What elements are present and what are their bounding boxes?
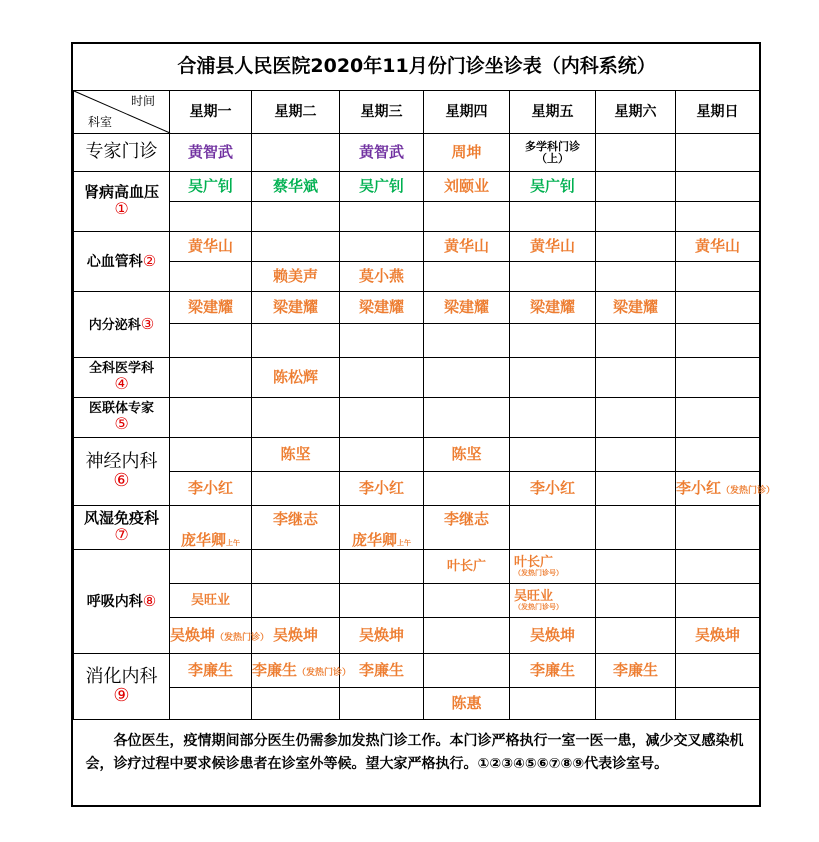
- cell-expert-sun: [676, 134, 760, 172]
- cell-empty: [340, 438, 424, 472]
- page-title: 合浦县人民医院2020年11月份门诊坐诊表（内科系统）: [74, 44, 760, 91]
- cell-empty: [340, 232, 424, 262]
- cell-empty: [340, 688, 424, 720]
- cell-neuro-wed-2: 李小红: [340, 472, 424, 506]
- cell-gastro-mon: 李廉生: [170, 654, 252, 688]
- dept-union: [74, 398, 170, 438]
- cell-endo-thu: 梁建耀: [424, 292, 510, 324]
- resp-fri-doctor-2: 吴旺业: [514, 588, 554, 604]
- room-number-5: ⑤: [114, 413, 129, 433]
- cell-resp-fri-2: [510, 584, 596, 618]
- dept-cardio: [74, 232, 170, 292]
- cell-empty: [596, 232, 676, 262]
- cell-neuro-fri-2: 李小红: [510, 472, 596, 506]
- cell-empty: [340, 550, 424, 584]
- cell-empty: [252, 202, 340, 232]
- cell-empty: [596, 324, 676, 358]
- dept-neuro: [74, 438, 170, 506]
- dept-kidney-label: 肾病高血压: [83, 183, 159, 202]
- fever-number-note: （发热门诊号）: [514, 569, 563, 578]
- cell-empty: [596, 202, 676, 232]
- cell-resp-fri-3: 吴焕坤: [510, 618, 596, 654]
- cell-empty: [170, 262, 252, 292]
- cell-expert-thu: 周坤: [424, 134, 510, 172]
- resp-fri-doctor-1: 叶长广: [514, 554, 554, 570]
- cell-kidney-wed: 吴广钊: [340, 172, 424, 202]
- cell-empty: [596, 472, 676, 506]
- cell-kidney-thu: 刘颐业: [424, 172, 510, 202]
- cell-empty: [596, 688, 676, 720]
- dept-union-label: 医联体专家: [88, 401, 154, 417]
- cell-empty: [252, 324, 340, 358]
- cell-resp-sun-3: 吴焕坤: [676, 618, 760, 654]
- cell-empty: [676, 202, 760, 232]
- day-header-tue: 星期二: [252, 91, 340, 134]
- multi-clinic-line1: 多学科门诊: [525, 139, 580, 153]
- dept-rheum-label: 风湿免疫科: [83, 509, 159, 528]
- cell-empty: [424, 654, 510, 688]
- room-number-8: ⑧: [142, 591, 157, 610]
- cell-kidney-sat: [596, 172, 676, 202]
- cell-general-tue: 陈松辉: [252, 358, 340, 398]
- cell-empty: [676, 550, 760, 584]
- fever-number-note: （发热门诊号）: [514, 603, 563, 612]
- day-header-thu: 星期四: [424, 91, 510, 134]
- dept-gastro-label: 消化内科: [85, 665, 158, 687]
- cell-empty: [252, 232, 340, 262]
- room-number-9: ⑨: [113, 684, 130, 706]
- cell-gastro-thu-2: 陈惠: [424, 688, 510, 720]
- cell-empty: [252, 472, 340, 506]
- cell-empty: [676, 506, 760, 550]
- cell-empty: [424, 358, 510, 398]
- cell-empty: [340, 202, 424, 232]
- corner-dept-label: 科室: [88, 115, 113, 130]
- cell-empty: [424, 618, 510, 654]
- cell-empty: [424, 584, 510, 618]
- cell-resp-mon-2: 吴旺业: [170, 584, 252, 618]
- cell-neuro-sun-2: [676, 472, 776, 506]
- cell-empty: [510, 202, 596, 232]
- cell-empty: [170, 438, 252, 472]
- cell-gastro-fri: 李廉生: [510, 654, 596, 688]
- cell-empty: [170, 688, 252, 720]
- cell-endo-mon: 梁建耀: [170, 292, 252, 324]
- cell-empty: [676, 324, 760, 358]
- cell-empty: [596, 618, 676, 654]
- dept-kidney: [74, 172, 170, 232]
- cell-expert-mon: 黄智武: [170, 134, 252, 172]
- cell-resp-mon-3: [170, 618, 270, 654]
- cell-neuro-tue: 陈坚: [252, 438, 340, 472]
- room-number-7: ⑦: [114, 524, 129, 544]
- fever-clinic-note: （发热门诊）: [215, 632, 270, 643]
- cell-empty: [170, 398, 252, 438]
- day-header-mon: 星期一: [170, 91, 252, 134]
- dept-endo: [74, 292, 170, 358]
- cell-endo-fri: 梁建耀: [510, 292, 596, 324]
- cell-expert-sat: [596, 134, 676, 172]
- room-number-1: ①: [114, 198, 129, 218]
- cell-empty: [170, 324, 252, 358]
- day-header-sat: 星期六: [596, 91, 676, 134]
- cell-empty: [170, 202, 252, 232]
- cell-empty: [510, 438, 596, 472]
- day-header-fri: 星期五: [510, 91, 596, 134]
- cell-rheum-tue: 李继志: [252, 506, 340, 550]
- cell-empty: [510, 324, 596, 358]
- room-number-6: ⑥: [113, 469, 130, 491]
- cell-gastro-tue: [252, 654, 352, 688]
- cell-expert-fri: [510, 134, 596, 172]
- cell-kidney-fri: 吴广钊: [510, 172, 596, 202]
- cell-empty: [170, 550, 252, 584]
- cell-expert-tue: [252, 134, 340, 172]
- cell-empty: [676, 688, 760, 720]
- multi-clinic-line2: （上）: [536, 151, 569, 165]
- cell-empty: [596, 506, 676, 550]
- cell-empty: [676, 292, 760, 324]
- dept-neuro-label: 神经内科: [85, 450, 158, 472]
- cell-empty: [596, 438, 676, 472]
- cell-rheum-thu: 李继志: [424, 506, 510, 550]
- cell-cardio-thu: 黄华山: [424, 232, 510, 262]
- cell-empty: [676, 398, 760, 438]
- cell-empty: [424, 324, 510, 358]
- day-header-sun: 星期日: [676, 91, 760, 134]
- dept-general-label: 全科医学科: [88, 361, 154, 377]
- dept-resp-label: 呼吸内科: [86, 593, 143, 610]
- footer-text: 各位医生，疫情期间部分医生仍需参加发热门诊工作。本门诊严格执行一室一医一患，减少交叉感染机会，诊疗过程中要求候诊患者在诊室外等候。望大家严格执行。①②③④⑤⑥⑦⑧⑨代表诊室号。: [85, 733, 744, 772]
- room-number-3: ③: [140, 314, 155, 333]
- cell-neuro-mon-2: 李小红: [170, 472, 252, 506]
- schedule-table: [73, 44, 776, 815]
- rheum-mon-doctor: 庞华卿: [180, 531, 226, 550]
- room-number-4: ④: [114, 373, 129, 393]
- cell-cardio-wed-2: 莫小燕: [340, 262, 424, 292]
- dept-rheum: [74, 506, 170, 550]
- cell-kidney-tue: 蔡华斌: [252, 172, 340, 202]
- neuro-sun-doctor: 李小红: [676, 478, 722, 497]
- cell-empty: [424, 472, 510, 506]
- cell-resp-fri: [510, 550, 596, 584]
- rheum-wed-doctor: 庞华卿: [351, 531, 397, 550]
- fever-clinic-note: （发热门诊）: [721, 485, 776, 496]
- dept-cardio-label: 心血管科: [86, 253, 143, 270]
- am-note: 上午: [397, 539, 411, 548]
- am-note: 上午: [226, 539, 240, 548]
- cell-empty: [510, 262, 596, 292]
- footer-note: [74, 720, 760, 816]
- cell-empty: [676, 262, 760, 292]
- cell-expert-wed: 黄智武: [340, 134, 424, 172]
- cell-empty: [510, 398, 596, 438]
- cell-empty: [510, 506, 596, 550]
- cell-empty: [340, 324, 424, 358]
- cell-empty: [252, 398, 340, 438]
- cell-empty: [596, 584, 676, 618]
- cell-endo-wed: 梁建耀: [340, 292, 424, 324]
- dept-expert: 专家门诊: [74, 134, 170, 172]
- cell-empty: [676, 438, 760, 472]
- cell-cardio-mon: 黄华山: [170, 232, 252, 262]
- cell-empty: [424, 202, 510, 232]
- room-number-2: ②: [142, 251, 157, 270]
- cell-empty: [252, 550, 340, 584]
- cell-gastro-wed: 李廉生: [340, 654, 424, 688]
- day-header-wed: 星期三: [340, 91, 424, 134]
- dept-gastro: [74, 654, 170, 720]
- corner-time-label: 时间: [130, 94, 155, 108]
- cell-gastro-sat: 李廉生: [596, 654, 676, 688]
- cell-kidney-sun: [676, 172, 760, 202]
- cell-rheum-wed: [340, 506, 424, 550]
- cell-kidney-mon: 吴广钊: [170, 172, 252, 202]
- cell-empty: [596, 550, 676, 584]
- cell-rheum-mon: [170, 506, 252, 550]
- cell-empty: [340, 398, 424, 438]
- cell-endo-sat: 梁建耀: [596, 292, 676, 324]
- cell-empty: [340, 358, 424, 398]
- cell-resp-wed-3: 吴焕坤: [340, 618, 424, 654]
- cell-empty: [340, 584, 424, 618]
- cell-empty: [596, 398, 676, 438]
- cell-empty: [676, 584, 760, 618]
- cell-empty: [596, 358, 676, 398]
- resp-mon-doctor-3: 吴焕坤: [170, 625, 216, 644]
- dept-general: [74, 358, 170, 398]
- schedule-sheet: [71, 42, 776, 807]
- cell-neuro-thu: 陈坚: [424, 438, 510, 472]
- dept-resp: [74, 550, 170, 654]
- cell-resp-thu: 叶长广: [424, 550, 510, 584]
- cell-empty: [676, 654, 760, 688]
- cell-cardio-fri: 黄华山: [510, 232, 596, 262]
- cell-empty: [676, 358, 760, 398]
- fever-clinic-note: （发热门诊）: [297, 667, 352, 678]
- cell-empty: [510, 358, 596, 398]
- cell-cardio-tue-2: 赖美声: [252, 262, 340, 292]
- cell-empty: [424, 398, 510, 438]
- cell-endo-tue: 梁建耀: [252, 292, 340, 324]
- cell-resp-tue-3: 吴焕坤: [252, 618, 340, 654]
- cell-empty: [252, 688, 340, 720]
- gastro-tue-doctor: 李廉生: [252, 660, 298, 679]
- cell-cardio-sun: 黄华山: [676, 232, 760, 262]
- corner-cell: [74, 91, 170, 134]
- cell-empty: [170, 358, 252, 398]
- cell-empty: [252, 584, 340, 618]
- cell-empty: [424, 262, 510, 292]
- cell-empty: [596, 262, 676, 292]
- dept-endo-label: 内分泌科: [88, 317, 141, 333]
- cell-empty: [510, 688, 596, 720]
